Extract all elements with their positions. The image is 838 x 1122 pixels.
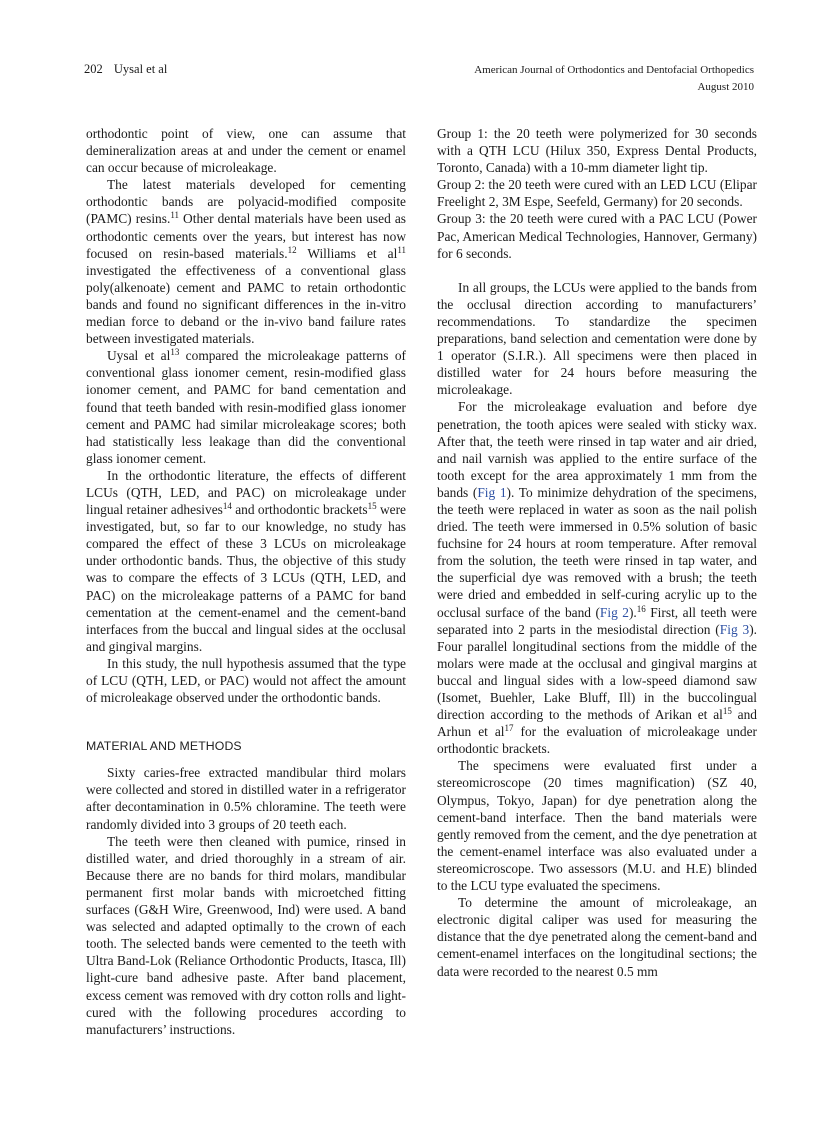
text-run: Williams et al bbox=[296, 245, 398, 261]
header-left bbox=[84, 62, 167, 77]
header-right bbox=[474, 62, 754, 96]
text-run: ). To minimize dehydration of the specimens, the teeth were replaced in water as soon as the nail polish dried. The teeth were immersed in 0.5% solution of basic fuchsine for 24 hours at room temperature. After removal from the solution, the teeth were rinsed in tap water, and the superficial dye was removed with a brush; the teeth were dried and embedded in self-curing acrylic up to the occlusal surface of the band ( bbox=[437, 484, 758, 620]
citation-ref: 16 bbox=[636, 603, 646, 614]
figure-link-fig2[interactable]: Fig 2 bbox=[599, 604, 629, 620]
text-run: For the microleakage evaluation and before dye penetration, the tooth apices were sealed with sticky wax. After that, the teeth were rinsed in tap water and air dried, and nail varnish was applied to the entire surface of the tooth except for the area approximately 1 mm from the bands ( bbox=[437, 399, 757, 500]
figure-link-fig3[interactable]: Fig 3 bbox=[719, 621, 750, 637]
citation-ref: 12 bbox=[287, 244, 297, 255]
figure-link-fig1[interactable]: Fig 1 bbox=[477, 484, 507, 500]
text-run: and orthodontic brackets bbox=[231, 502, 368, 518]
text-run: ). Four parallel longitudinal sections from the middle of the molars were made at the occlusal and gingival margins at buccal and lingual sides with a low-speed diamond saw (Isomet, Buehler, Lake Bluff, Ill) in the buccolingual direction according to the methods of Arikan et al bbox=[437, 621, 758, 723]
issue-date: August 2010 bbox=[697, 81, 754, 93]
running-author: Uysal et al bbox=[113, 62, 168, 76]
paragraph: In this study, the null hypothesis assumed that the type of LCU (QTH, LED, or PAC) would not affect the amount of microleakage observed under the orthodontic bands. bbox=[86, 655, 406, 706]
text-run: Uysal et al bbox=[107, 348, 171, 364]
paragraph: To determine the amount of microleakage, an electronic digital caliper was used for measuring the distance that the dye penetrated along the cement-band and cement-enamel interfaces on the longitudinal sections; the data were recorded to the nearest 0.5 mm bbox=[437, 895, 757, 979]
citation-ref: 15 bbox=[367, 501, 377, 512]
text-run: and Arhun et al bbox=[437, 707, 757, 740]
paragraph: orthodontic point of view, one can assume that demineralization areas at and under the cement or enamel can occur because of microleakage. bbox=[86, 126, 406, 176]
text-run: compared the microleakage patterns of conventional glass ionomer cement, resin-modified glass ionomer cement, and PAMC for band cementation and found that teeth banded with resin-modified glass ionomer cement and PAMC had similar microleakage scores; both had statistically less leakage than did the conventional glass ionomer cement. bbox=[86, 348, 406, 466]
paragraph: The specimens were evaluated first under a stereomicroscope (20 times magnification) (SZ 40, Olympus, Tokyo, Japan) for dye penetration along the cement-band interface. Then the band materials were gently removed from the cement, and the dye penetration at the cement-enamel interface was also evaluated under a stereomicroscope. Two assessors (M.U. and H.E) blinded to the LCU type evaluated the specimens. bbox=[437, 758, 757, 894]
spacer bbox=[437, 262, 757, 279]
text-run: were investigated, but, so far to our knowledge, no study has compared the effect of these 3 LCUs on microleakage under orthodontic bands. Thus, the objective of this study was to compare the effects of 3 LCUs (QTH, LED, and PAC) on the microleakage patterns of a PAMC for band cementation at the cement-enamel and the cement-band interfaces from the buccal and lingual sides at the occlusal and gingival margins. bbox=[86, 502, 406, 654]
paragraph: Sixty caries-free extracted mandibular third molars were collected and stored in distilled water in a refrigerator after decontamination in 0.5% chloramine. The teeth were randomly divided into 3 groups of 20 teeth each. bbox=[86, 765, 406, 832]
text-run: Other dental materials have been used as orthodontic cements over the years, but interest has now focused on resin-based materials. bbox=[86, 211, 406, 261]
citation-ref: 11 bbox=[397, 244, 406, 255]
group-item: Group 2: the 20 teeth were cured with an LED LCU (Elipar Freelight 2, 3M Espe, Seefeld, Germany) for 20 seconds. bbox=[437, 177, 757, 210]
journal-title: American Journal of Orthodontics and Dentofacial Orthopedics bbox=[474, 64, 754, 76]
group-item: Group 1: the 20 teeth were polymerized for 30 seconds with a QTH LCU (Hilux 350, Express Dental Products, Toronto, Canada) with a 10-mm diameter light tip. bbox=[437, 126, 757, 176]
group-item: Group 3: the 20 teeth were cured with a PAC LCU (Power Pac, American Medical Technologies, Hannover, Germany) for 6 seconds. bbox=[437, 211, 757, 261]
text-run: for the evaluation of microleakage under orthodontic brackets. bbox=[437, 724, 757, 757]
left-column bbox=[86, 125, 406, 1038]
paragraph: The teeth were then cleaned with pumice, rinsed in distilled water, and dried thoroughly in a stream of air. Because there are no bands for third molars, mandibular permanent first molar bands with microetched fitting surfaces (G&H Wire, Greenwood, Ind) were used. A band was selected and adapted optimally to the crown of each tooth. The selected bands were cemented to the teeth with Ultra Band-Lok (Reliance Orthodontic Products, Itasca, Ill) light-cure band adhesive paste. After band placement, excess cement was removed with dry cotton rolls and light-cured with the following procedures according to manufacturers’ instructions. bbox=[86, 833, 406, 1037]
text-run: In the orthodontic literature, the effects of different LCUs (QTH, LED, and PAC) on microleakage under lingual retainer adhesives bbox=[86, 467, 406, 518]
citation-ref: 15 bbox=[722, 706, 732, 717]
section-heading: MATERIAL AND METHODS bbox=[86, 739, 242, 754]
paragraph bbox=[86, 176, 406, 347]
paragraph bbox=[86, 467, 406, 655]
page-number: 202 bbox=[84, 62, 103, 76]
text-run: investigated the effectiveness of a conventional glass poly(alkenoate) cement and PAMC to retain orthodontic bands and found no significant differences in the in-vitro median force to deband or the in-vivo band failure rates between investigated materials. bbox=[86, 262, 406, 347]
citation-ref: 14 bbox=[222, 501, 232, 512]
citation-ref: 11 bbox=[170, 210, 179, 221]
right-column bbox=[437, 125, 757, 980]
paragraph bbox=[437, 398, 757, 757]
text-run: ). bbox=[628, 604, 637, 620]
text-run: The latest materials developed for cementing orthodontic bands are polyacid-modified composite (PAMC) resins. bbox=[86, 177, 406, 227]
citation-ref: 13 bbox=[170, 347, 180, 358]
text-run: First, all teeth were separated into 2 parts in the mesiodistal direction ( bbox=[437, 604, 757, 637]
paragraph bbox=[86, 347, 406, 467]
paragraph: In all groups, the LCUs were applied to the bands from the occlusal direction according to manufacturers’ recommendations. To standardize the specimen preparations, band selection and cementation were done by 1 operator (S.I.R.). All specimens were then placed in distilled water for 24 hours before measuring the microleakage. bbox=[437, 279, 757, 398]
citation-ref: 17 bbox=[504, 723, 514, 734]
